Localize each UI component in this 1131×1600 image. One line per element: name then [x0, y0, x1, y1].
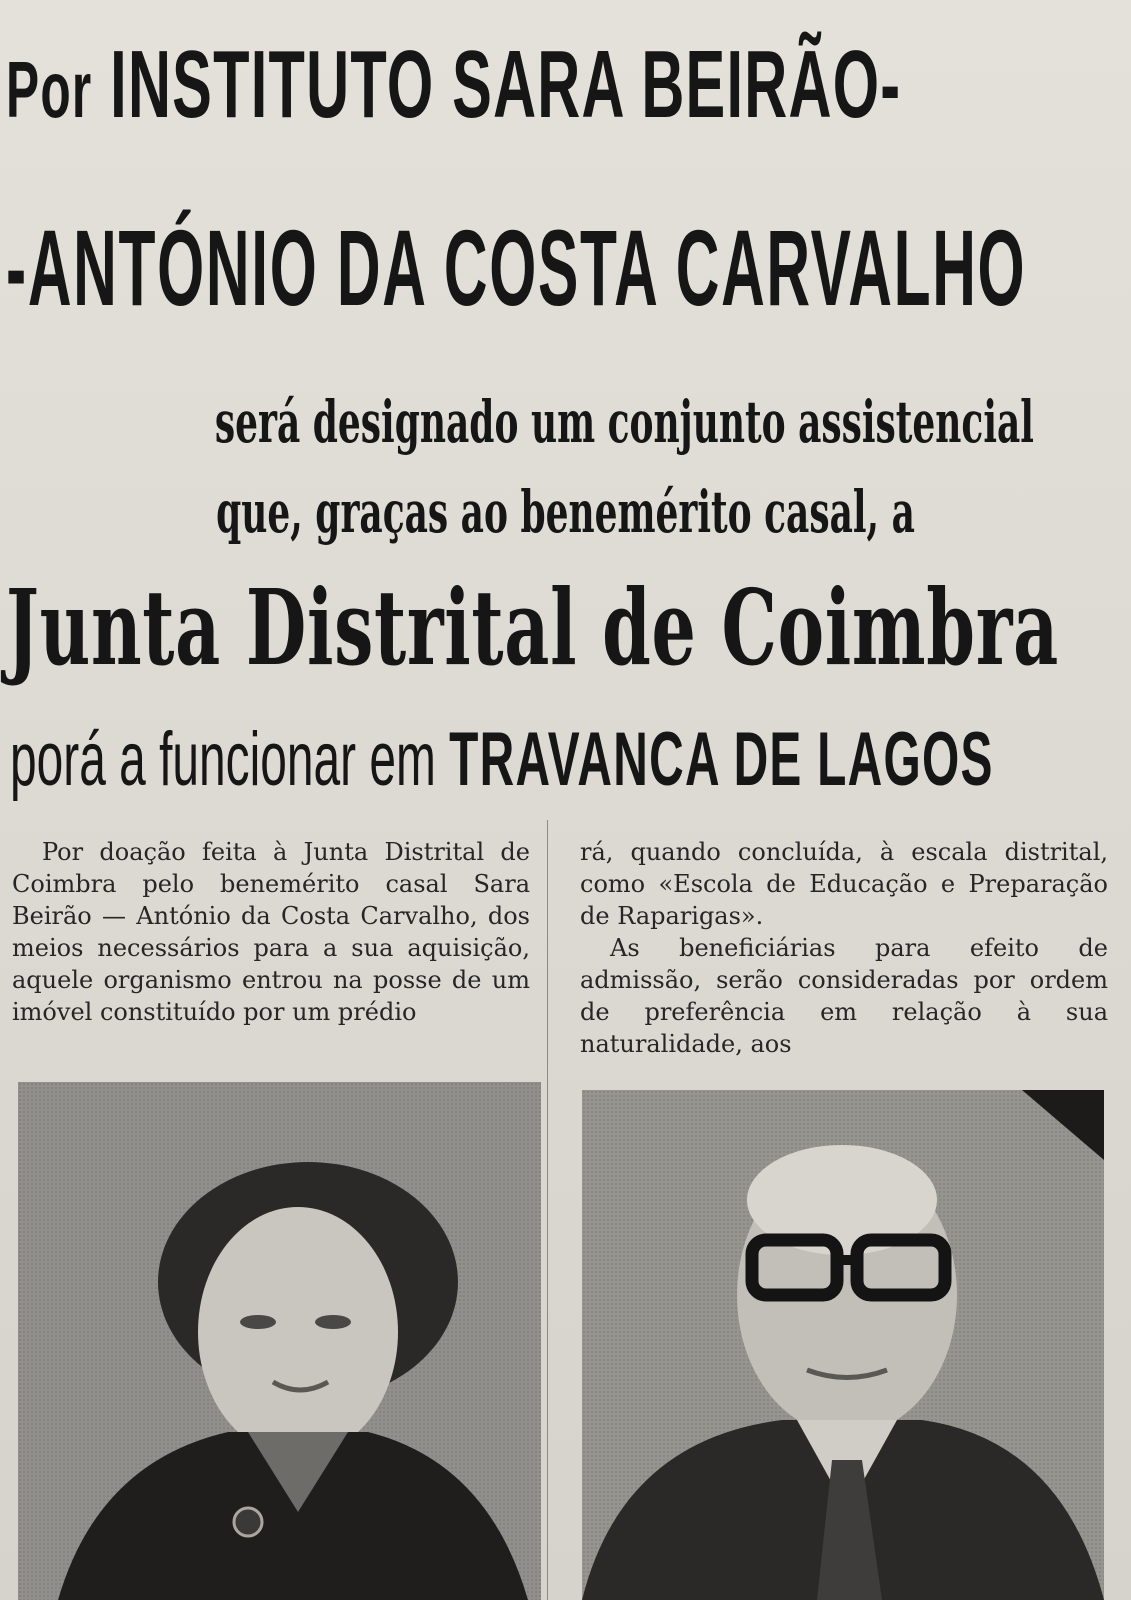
article-paragraph-2: rá, quando concluída, à escala distrital, como «Escola de Educação e Preparação de Raparigas». [580, 838, 1108, 930]
subheadline-line-1: será designado um conjunto assistencial [214, 388, 1034, 456]
headline-line-2: -ANTÓNIO DA COSTA CARVALHO [6, 207, 1027, 328]
headline-pora-funcionar: porá a funcionar em [10, 717, 436, 802]
headline-junta: Junta Distrital de Coimbra [6, 566, 1059, 689]
article-column-left [12, 836, 530, 1028]
column-divider [547, 820, 548, 1600]
headline-institute-name: INSTITUTO SARA BEIRÃO- [110, 31, 902, 138]
headline-line-6 [10, 716, 994, 803]
article-paragraph-3: As beneficiárias para efeito de admissão, serão consideradas por ordem de preferência em relação à sua naturalidade, aos [580, 934, 1108, 1058]
portrait-man-glasses-image [582, 1090, 1104, 1600]
photo-portrait-man [582, 1090, 1104, 1600]
article-paragraph-1: Por doação feita à Junta Distrital de Coimbra pelo benemérito casal Sara Beirão — António da Costa Carvalho, dos meios necessários para a sua aquisição, aquele organismo entrou na posse de um imóvel constituído por um prédio [12, 838, 530, 1026]
subheadline-line-2: que, graças ao benemérito casal, a [216, 478, 915, 546]
portrait-woman-image [18, 1082, 541, 1600]
headline-prefix: Por [6, 45, 93, 134]
headline-line-1 [6, 30, 902, 140]
article-column-right [580, 836, 1108, 1060]
photo-portrait-woman [18, 1082, 541, 1600]
headline-location: TRAVANCA DE LAGOS [449, 717, 994, 802]
